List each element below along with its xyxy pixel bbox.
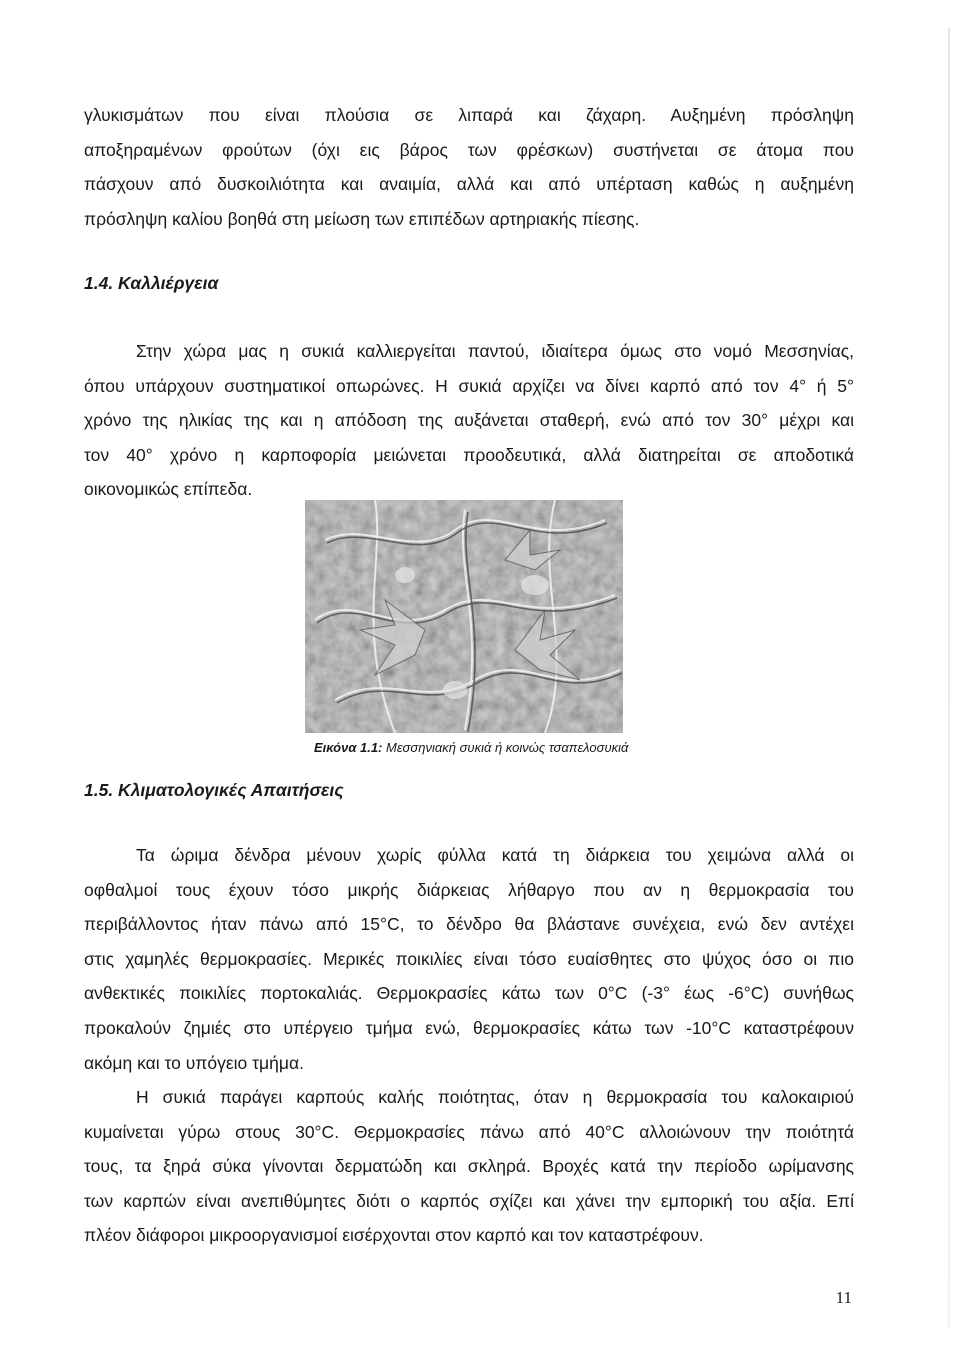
text-line: πάσχουν από δυσκοιλιότητα και αναιμία, αλλά και από υπέρταση καθώς η αυξημένη — [84, 174, 854, 195]
fig-tree-photo — [305, 500, 623, 733]
text-line: τον 40° χρόνο η καρποφορία μειώνεται προοδευτικά, αλλά διατηρείται σε αποδοτικά — [84, 444, 854, 465]
text-line: Στην χώρα μας η συκιά καλλιεργείται παντού, ιδιαίτερα όμως στο νομό Μεσσηνίας, — [136, 341, 854, 361]
figure-caption — [314, 740, 628, 755]
text-line: τους, τα ξηρά σύκα γίνονται δερματώδη και σκληρά. Βροχές κατά την περίοδο ωρίμανσης — [84, 1156, 854, 1177]
text-line: χρόνο της ηλικίας της και η απόδοση της αυξάνεται σταθερή, ενώ από τον 30° μέχρι και — [84, 410, 854, 431]
text-line: πλέον διάφοροι μικροοργανισμοί εισέρχονται στον καρπό και τον καταστρέφουν. — [84, 1225, 704, 1246]
climate-paragraph-2 — [84, 1080, 854, 1253]
section-heading-climate: 1.5. Κλιματολογικές Απαιτήσεις — [84, 780, 344, 800]
section-heading-cultivation: 1.4. Καλλιέργεια — [84, 273, 219, 293]
text-line: οφθαλμοί τους έχουν τόσο μικρής διάρκειας λήθαργο που αν η θερμοκρασία του — [84, 879, 854, 900]
text-line: περιβάλλοντος ήταν πάνω από 15°C, το δένδρο θα βλάστανε συνέχεια, ενώ δεν αντέχει — [84, 914, 854, 935]
page-number: 11 — [835, 1288, 852, 1307]
text-line: στις χαμηλές θερμοκρασίες. Μερικές ποικιλίες είναι τόσο ευαίσθητες στο ψύχος όσο οι πιο — [84, 948, 854, 969]
text-line: προκαλούν ζημιές στο υπέργειο τμήμα ενώ, θερμοκρασίες κάτω των -10°C καταστρέφουν — [84, 1017, 854, 1038]
text-line: όπου υπάρχουν συστηματικοί οπωρώνες. Η συκιά αρχίζει να δίνει καρπό από τον 4° ή 5° — [84, 375, 854, 396]
text-line: των καρπών είναι ανεπιθύμητες διότι ο καρπός σχίζει και χάνει την εμπορική του αξία. Επί — [84, 1190, 854, 1211]
text-line: γλυκισμάτων που είναι πλούσια σε λιπαρά και ζάχαρη. Αυξημένη πρόσληψη — [84, 105, 854, 125]
climate-paragraph-1 — [84, 838, 854, 1080]
text-line: ανθεκτικές ποικιλίες πορτοκαλιάς. Θερμοκρασίες κάτω των 0°C (-3° έως -6°C) συνήθως — [84, 983, 854, 1004]
figure-caption-text: Μεσσηνιακή συκιά ή κοινώς τσαπελοσυκιά — [386, 740, 629, 755]
text-line: πρόσληψη καλίου βοηθά στη μείωση των επιπέδων αρτηριακής πίεσης. — [84, 208, 640, 229]
text-line: κυμαίνεται γύρω στους 30°C. Θερμοκρασίες πάνω από 40°C αλλοιώνουν την ποιότητά — [84, 1121, 854, 1142]
text-line: οικονομικώς επίπεδα. — [84, 479, 253, 500]
text-line: Τα ώριμα δένδρα μένουν χωρίς φύλλα κατά τη διάρκεια του χειμώνα αλλά οι — [136, 845, 854, 865]
text-line: Η συκιά παράγει καρπούς καλής ποιότητας, όταν η θερμοκρασία του καλοκαιριού — [136, 1087, 854, 1107]
fig-leaves-illustration — [305, 500, 623, 733]
text-line: αποξηραμένων φρούτων (όχι εις βάρος των φρέσκων) συστήνεται σε άτομα που — [84, 139, 854, 160]
intro-paragraph — [84, 98, 854, 236]
text-line: ακόμη και το υπόγειο τμήμα. — [84, 1052, 304, 1073]
figure-label: Εικόνα 1.1: — [314, 740, 383, 755]
cultivation-paragraph — [84, 334, 854, 507]
page-edge — [948, 28, 950, 1328]
